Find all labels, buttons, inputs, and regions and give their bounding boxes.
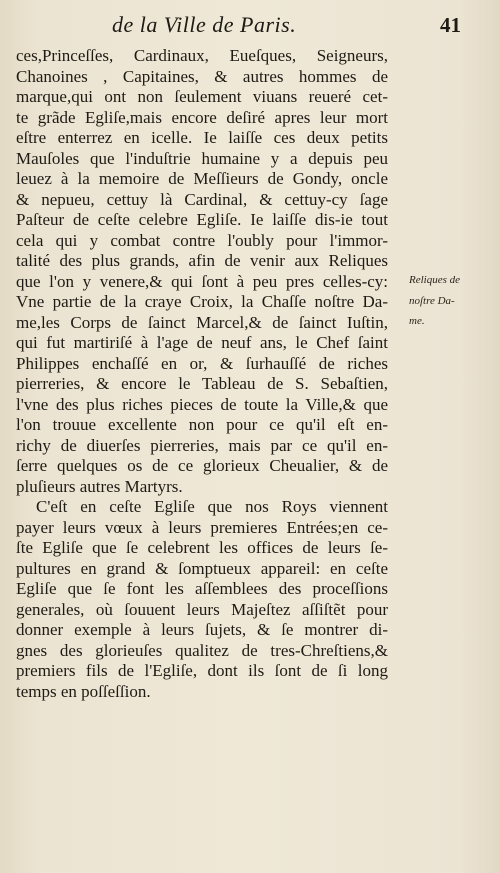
text-line: ces,Princeſſes, Cardinaux, Eueſques, Seigneurs, <box>16 46 388 65</box>
text-line: te grãde Egliſe,mais encore deſiré apres leur mort <box>16 107 388 127</box>
text-line: Vne partie de la craye Croix, la Chaſſe noſtre Da- <box>16 292 388 311</box>
text-line: temps en poſſeſſion. <box>16 681 151 701</box>
text-line: payer leurs vœux à leurs premieres Entrées;en ce- <box>16 517 388 537</box>
page-header <box>0 8 500 38</box>
text-line: ſerre quelques os de ce glorieux Cheualier, & de <box>16 456 388 475</box>
text-line: l'on trouue excellente non pour ce qu'il eſt en- <box>16 415 388 434</box>
margin-note-line: me. <box>409 315 425 327</box>
text-line: talité des plus grands, afin de venir aux Reliques <box>16 251 388 270</box>
text-line: pierreries, & encore le Tableau de S. Sebaſtien, <box>16 374 388 393</box>
text-line: qui fut martiriſé à l'age de neuf ans, le Chef ſaint <box>16 333 388 352</box>
text-line: generales, où ſouuent leurs Majeſtez aſſiſtẽt pour <box>16 599 388 619</box>
text-line: pluſieurs autres Martyrs. <box>16 476 183 496</box>
body-text <box>16 46 388 702</box>
text-line: C'eſt en ceſte Egliſe que nos Roys viennent <box>36 497 388 516</box>
text-line: Mauſoles que l'induſtrie humaine y a depuis peu <box>16 148 388 168</box>
text-line: l'vne des plus riches pieces de toute la Ville,& que <box>16 394 388 414</box>
text-line: Egliſe que ſe font les aſſemblees des proceſſions <box>16 579 388 598</box>
text-line: richy de diuerſes pierreries, mais par ce qu'il en- <box>16 435 388 455</box>
text-line: marque,qui ont non ſeulement viuans reueré cet- <box>16 87 388 106</box>
text-line: premiers fils de l'Egliſe, dont ils ſont de ſi long <box>16 661 388 680</box>
text-line: Philippes enchaſſé en or, & ſurhauſſé de riches <box>16 353 388 373</box>
text-line: & nepueu, cettuy là Cardinal, & cettuy-cy ſage <box>16 189 388 209</box>
margin-note-line: noſtre Da- <box>409 294 455 307</box>
margin-note <box>409 270 489 332</box>
page-number: 41 <box>440 13 461 37</box>
text-line: gnes des glorieuſes qualitez de tres-Chreſtiens,& <box>16 640 388 660</box>
text-line: pultures en grand & ſomptueux appareil: en ceſte <box>16 558 388 578</box>
text-line: Paſteur de ceſte celebre Egliſe. Ie laiſſe dis-ie tout <box>16 210 388 229</box>
margin-note-line: Reliques de <box>409 274 461 286</box>
text-line: leuez à la memoire de Meſſieurs de Gondy, oncle <box>16 169 388 188</box>
text-line: Chanoines , Capitaines, & autres hommes de <box>16 66 388 86</box>
text-line: me,les Corps de ſainct Marcel,& de ſainct Iuſtin, <box>16 312 388 332</box>
text-line: que l'on y venere,& qui ſont à peu pres celles-cy: <box>16 271 388 291</box>
text-line: eſtre enterrez en icelle. Ie laiſſe ces deux petits <box>16 128 388 147</box>
text-line: ſte Egliſe que ſe celebrent les offices de leurs ſe- <box>16 538 388 557</box>
text-line: donner exemple à leurs ſujets, & ſe montrer di- <box>16 620 388 639</box>
text-line: cela qui y combat contre l'oubly pour l'immor- <box>16 230 388 250</box>
running-head: de la Ville de Paris. <box>112 12 297 37</box>
